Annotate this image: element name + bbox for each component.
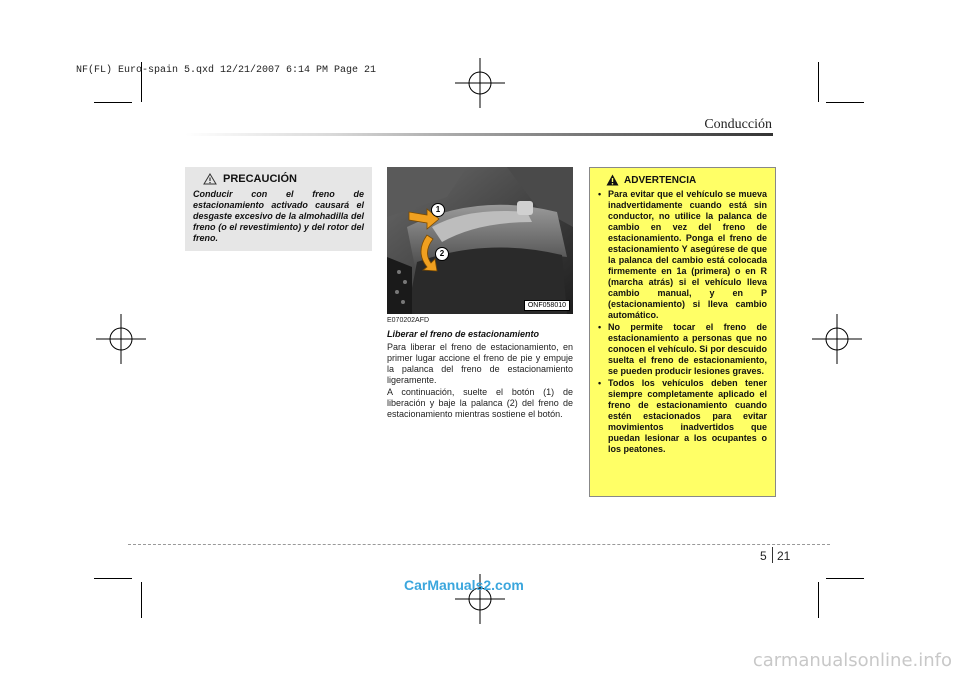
crop-mark-bottom-left-h — [94, 578, 132, 579]
callout-2 — [435, 247, 449, 261]
registration-mark-right — [812, 314, 862, 364]
bullet-icon: • — [598, 189, 602, 199]
registration-mark-top — [455, 58, 505, 108]
print-header: NF(FL) Euro-spain 5.qxd 12/21/2007 6:14 PM Page 21 — [76, 65, 377, 76]
warning-box — [589, 167, 776, 497]
crop-mark-bottom-left-v — [141, 582, 142, 618]
warning-item-text: Todos los vehículos deben tener siempre completamente aplicado el freno de estacionamiento cuando estén estacionados para evitar movimientos inadvertidos que puedan lesionar a los ocupantes o los peatones. — [608, 378, 767, 454]
bullet-icon: • — [598, 322, 602, 332]
warning-triangle-icon — [606, 174, 619, 186]
page-number: 21 — [777, 549, 791, 563]
bullet-icon: • — [598, 378, 602, 388]
crop-mark-top-right-h — [826, 102, 864, 103]
warning-item — [598, 378, 767, 455]
subheading: Liberar el freno de estacionamiento — [387, 329, 540, 339]
footer-watermark: carmanualsonline.info — [752, 650, 952, 671]
title-rule — [185, 133, 773, 136]
crop-mark-bottom-right-h — [826, 578, 864, 579]
warning-item — [598, 189, 767, 321]
parking-brake-photo — [387, 167, 573, 314]
warning-header — [606, 174, 767, 186]
warning-item-text: No permite tocar el freno de estacionamiento a personas que no conocen el vehículo. Si por descuido suelta el freno de estacionamiento, se pueden producir lesiones graves. — [608, 322, 767, 376]
section-code: E070202AFD — [387, 317, 430, 324]
footer-rule — [128, 544, 830, 545]
crop-mark-top-left-h — [94, 102, 132, 103]
chapter-number: 5 — [760, 549, 767, 563]
section-title: Conducción — [704, 117, 772, 132]
watermark-logo: CarManuals2.com — [404, 577, 524, 593]
page-number-divider — [772, 547, 773, 563]
paragraph-1: Para liberar el freno de estacionamiento, en primer lugar accione el freno de pie y empuje la palanca del freno de estacionamiento ligeramente. — [387, 342, 573, 385]
callout-1 — [431, 203, 445, 217]
figure-label: ONF058010 — [524, 300, 570, 311]
warning-title: ADVERTENCIA — [624, 174, 697, 186]
caution-header — [203, 173, 364, 185]
crop-mark-top-right-v — [818, 62, 819, 102]
crop-mark-bottom-right-v — [818, 582, 819, 618]
caution-triangle-icon — [203, 173, 217, 185]
paragraph-2: A continuación, suelte el botón (1) de liberación y baje la palanca (2) del freno de estacionamiento mientras sostiene el botón. — [387, 387, 573, 419]
parking-brake-illustration — [387, 167, 573, 314]
callout-2-label: 2 — [439, 249, 445, 258]
caution-box — [185, 167, 372, 251]
callout-1-label: 1 — [435, 205, 441, 214]
warning-list — [598, 189, 767, 455]
registration-mark-left — [96, 314, 146, 364]
warning-item — [598, 322, 767, 377]
warning-item-text: Para evitar que el vehículo se mueva inadvertidamente cuando está sin conductor, no utilice la palanca de cambio en vez del freno de estacionamiento. Ponga el freno de estacionamiento Y asegúrese de que la palanca del cambio está colocada firmemente en 1a (primera) o en R (marcha atrás) si el vehículo lleva cambio manual, y en P (estacionamiento) si lleva cambio automático. — [608, 189, 767, 320]
caution-title: PRECAUCIÓN — [223, 173, 297, 185]
caution-text: Conducir con el freno de estacionamiento activado causará el desgaste excesivo de la almohadilla del freno (o el revestimiento) y del rotor del freno. — [193, 189, 364, 243]
